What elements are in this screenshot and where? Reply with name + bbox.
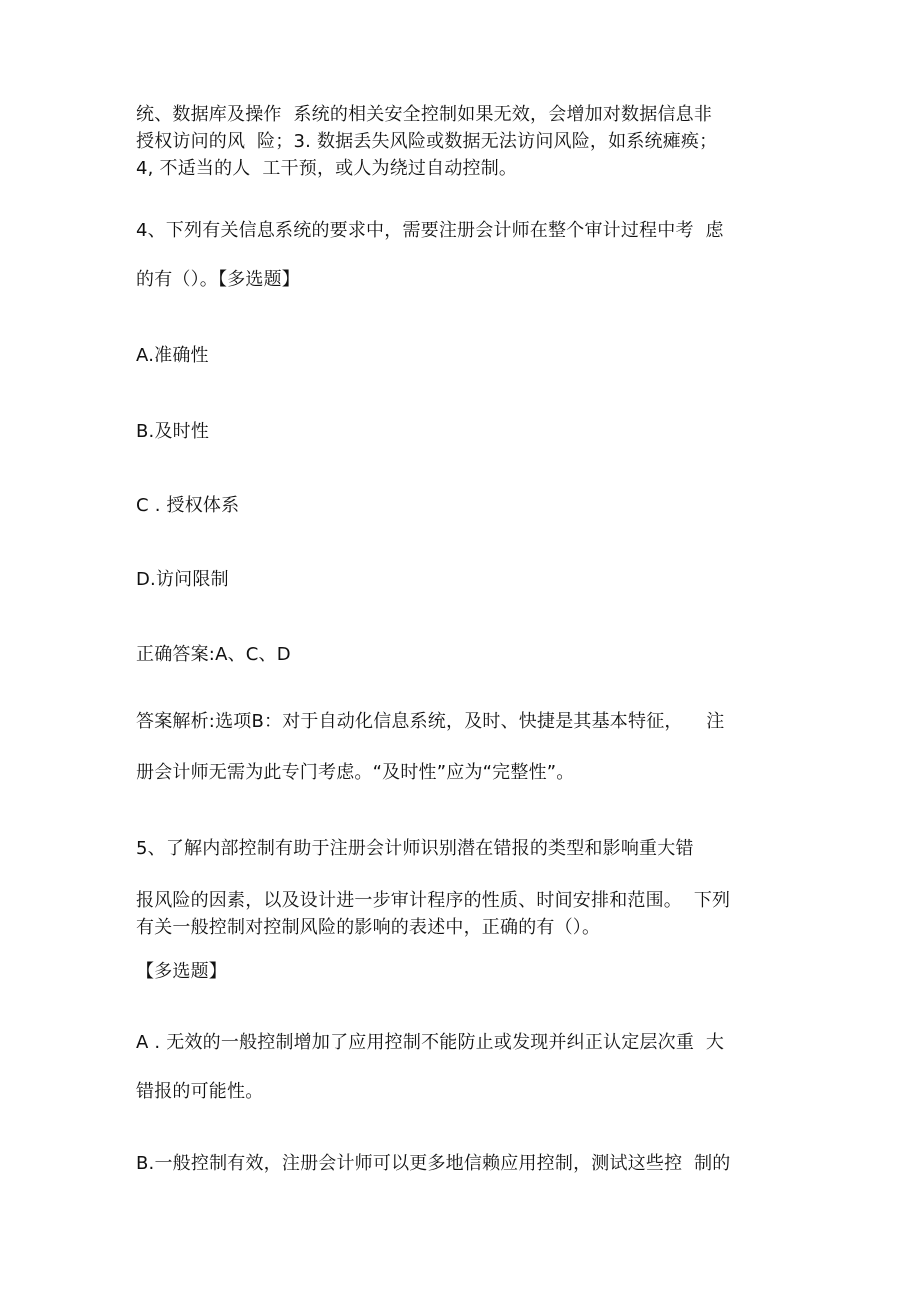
q5-option-a-line-2: 错报的可能性。 — [136, 1081, 264, 1102]
q4-option-b: B.及时性 — [136, 421, 210, 442]
q5-stem-line-2: 报风险的因素，以及设计进一步审计程序的性质、时间安排和范围。 下列 — [136, 890, 731, 911]
q4-answer: 正确答案:A、C、D — [136, 644, 291, 665]
intro-line-1: 统、数据库及操作 系统的相关安全控制如果无效，会增加对数据信息非 — [136, 104, 713, 125]
intro-line-3: 4, 不适当的人 工干预，或人为绕过自动控制。 — [136, 158, 518, 179]
q4-analysis-line-1: 答案解析:选项B：对于自动化信息系统，及时、快捷是其基本特征， 注 — [136, 711, 725, 732]
q4-analysis-line-2: 册会计师无需为此专门考虑。“及时性”应为“完整性”。 — [136, 762, 575, 783]
q5-stem-line-4: 【多选题】 — [136, 961, 227, 982]
q5-option-b-line-1: B.一般控制有效，注册会计师可以更多地信赖应用控制，测试这些控 制的 — [136, 1153, 731, 1174]
q4-option-a: A.准确性 — [136, 345, 209, 366]
q5-stem-line-1: 5、了解内部控制有助于注册会计师识别潜在错报的类型和影响重大错 — [136, 838, 694, 859]
q4-stem-line-2: 的有（）。【多选题】 — [136, 269, 300, 290]
intro-line-2: 授权访问的风 险；3. 数据丢失风险或数据无法访问风险，如系统瘫痪； — [136, 131, 718, 152]
q4-option-d: D.访问限制 — [136, 569, 229, 590]
q4-stem-line-1: 4、下列有关信息系统的要求中，需要注册会计师在整个审计过程中考 虑 — [136, 220, 724, 241]
q5-option-a-line-1: A . 无效的一般控制增加了应用控制不能防止或发现并纠正认定层次重 大 — [136, 1032, 725, 1053]
q4-option-c: C . 授权体系 — [136, 495, 240, 516]
q5-stem-line-3: 有关一般控制对控制风险的影响的表述中，正确的有（）。 — [136, 917, 601, 938]
